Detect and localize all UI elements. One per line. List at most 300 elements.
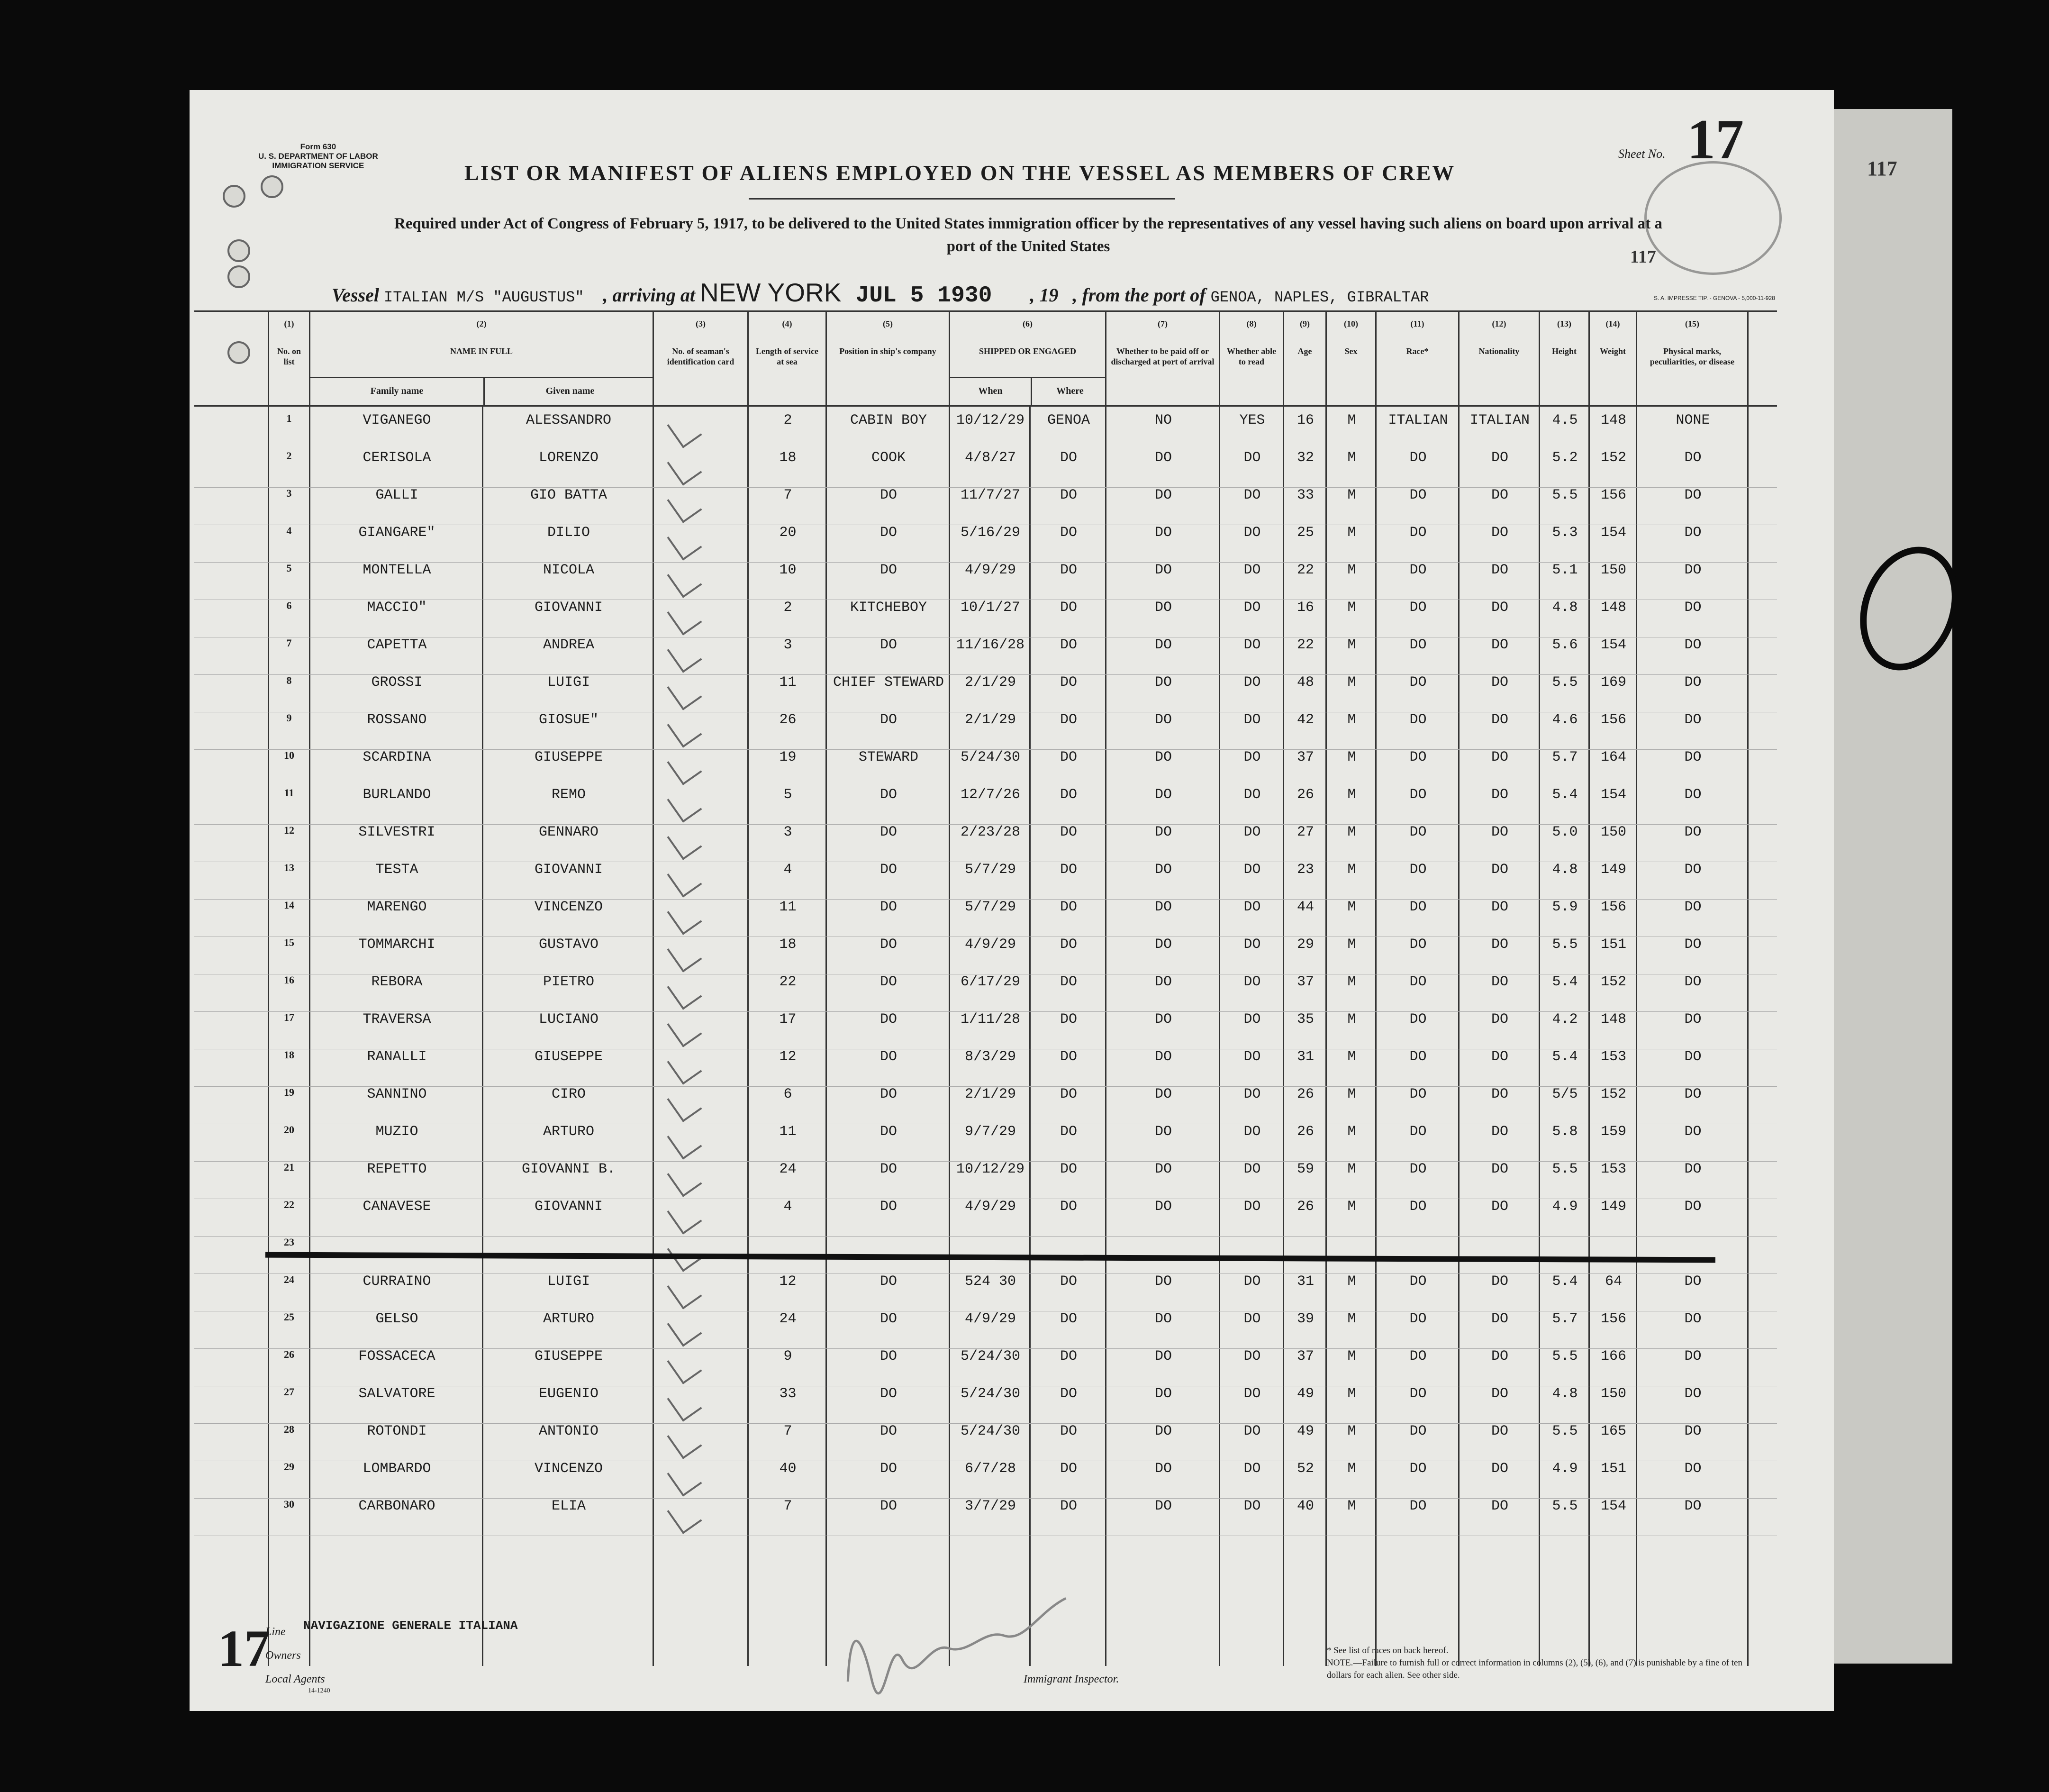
cell-no: 5 — [286, 562, 292, 574]
cell-nationality: DO — [1491, 1011, 1508, 1028]
vessel-name: ITALIAN M/S "AUGUSTUS" — [384, 289, 584, 306]
cell-race: DO — [1409, 937, 1427, 953]
cell-nationality: DO — [1491, 1086, 1508, 1102]
table-row — [194, 1274, 1777, 1311]
cell-weight: 169 — [1600, 674, 1626, 691]
cell-sex: M — [1347, 824, 1356, 840]
cell-when: 2/23/28 — [960, 824, 1021, 840]
subtitle-line-1: Required under Act of Congress of February 5, 1917, to be delivered to the United States immigration officer by the representatives of any vessel having such aliens on board upon arrival at a — [394, 215, 1662, 232]
cell-height: 5.3 — [1552, 525, 1578, 541]
cell-weight: 154 — [1600, 637, 1626, 653]
local-agents-label: Local Agents — [265, 1673, 325, 1685]
punch-hole — [223, 185, 245, 208]
cell-marks: DO — [1684, 712, 1702, 728]
punch-hole — [227, 239, 250, 262]
cell-race: DO — [1409, 1498, 1427, 1514]
cell-nationality: DO — [1491, 487, 1508, 503]
table-row — [194, 1049, 1777, 1087]
cell-race: DO — [1409, 862, 1427, 878]
cell-marks: DO — [1684, 1199, 1702, 1215]
cell-height: 4.9 — [1552, 1199, 1578, 1215]
vessel-line — [332, 277, 1429, 309]
cell-where: DO — [1060, 937, 1077, 953]
cell-service: 4 — [783, 1199, 792, 1215]
cell-paid: DO — [1154, 712, 1172, 728]
table-row — [194, 1011, 1777, 1049]
cell-age — [1284, 1236, 1327, 1274]
cell-service: 12 — [779, 1274, 797, 1290]
cell-no: 26 — [284, 1348, 294, 1360]
cell-family: CERISOLA — [363, 450, 431, 466]
cell-when: 2/1/29 — [964, 712, 1016, 728]
table-row — [194, 749, 1777, 787]
check-mark-icon — [667, 674, 702, 710]
cell-height: 5.4 — [1552, 1049, 1578, 1065]
cell-sex: M — [1347, 1124, 1356, 1140]
cell-race: DO — [1409, 487, 1427, 503]
cell-read: DO — [1243, 637, 1261, 653]
cell-position: DO — [879, 1049, 897, 1065]
cell-read: DO — [1243, 1348, 1261, 1364]
cell-when: 2/1/29 — [964, 674, 1016, 691]
check-mark-icon — [667, 599, 702, 635]
cell-sex: M — [1347, 1161, 1356, 1177]
cell-family: FOSSACECA — [358, 1348, 435, 1364]
cell-family: SALVATORE — [358, 1386, 435, 1402]
cell-read: YES — [1239, 412, 1265, 428]
cell-no: 13 — [284, 862, 294, 873]
cell-nationality: DO — [1491, 712, 1508, 728]
cell-paid: DO — [1154, 1274, 1172, 1290]
table-row — [194, 487, 1777, 525]
cell-height: 5.7 — [1552, 1311, 1578, 1327]
cell-service: 20 — [779, 525, 797, 541]
cell-given: LUCIANO — [538, 1011, 599, 1028]
cell-height: 5.1 — [1552, 562, 1578, 578]
cell-given: GIOVANNI — [534, 1199, 603, 1215]
cell-when: 1/11/28 — [960, 1011, 1021, 1028]
cell-read: DO — [1243, 1461, 1261, 1477]
cell-position: DO — [879, 787, 897, 803]
cell-sex: M — [1347, 1461, 1356, 1477]
page-subtitle — [251, 212, 1805, 258]
table-row — [194, 974, 1777, 1012]
cell-read: DO — [1243, 937, 1261, 953]
cell-where: DO — [1060, 1199, 1077, 1215]
cell-nationality: DO — [1491, 637, 1508, 653]
cell-height: 5/5 — [1552, 1086, 1578, 1102]
cell-when: 10/12/29 — [956, 412, 1025, 428]
cell-marks: DO — [1684, 487, 1702, 503]
check-mark-icon — [667, 524, 702, 560]
cell-sex: M — [1347, 1049, 1356, 1065]
cell-no: 27 — [284, 1386, 294, 1398]
check-mark-icon — [667, 637, 702, 673]
cell-service: 5 — [783, 787, 792, 803]
cell-paid: DO — [1154, 637, 1172, 653]
cell-when: 11/16/28 — [956, 637, 1025, 653]
cell-when: 5/16/29 — [960, 525, 1021, 541]
cell-age: 32 — [1296, 450, 1314, 466]
cell-no: 12 — [284, 824, 294, 836]
check-mark-icon — [667, 562, 702, 598]
check-mark-icon — [667, 973, 702, 1010]
cell-when: 5/24/30 — [960, 1386, 1021, 1402]
cell-given: ELIA — [551, 1498, 586, 1514]
cell-age: 52 — [1296, 1461, 1314, 1477]
cell-height: 5.9 — [1552, 899, 1578, 915]
cell-read: DO — [1243, 1311, 1261, 1327]
cell-no: 28 — [284, 1423, 294, 1435]
cell-age: 33 — [1296, 487, 1314, 503]
arriving-label: , arriving at — [603, 284, 695, 306]
cell-height: 5.5 — [1552, 1161, 1578, 1177]
cell-race: DO — [1409, 1049, 1427, 1065]
cell-paid: DO — [1154, 1348, 1172, 1364]
cell-age: 49 — [1296, 1386, 1314, 1402]
cell-no: 10 — [284, 749, 294, 761]
cell-age: 16 — [1296, 600, 1314, 616]
cell-no: 3 — [286, 487, 292, 499]
cell-sex: M — [1347, 525, 1356, 541]
check-mark-icon — [667, 1123, 702, 1159]
cell-service: 17 — [779, 1011, 797, 1028]
cell-position: CHIEF STEWARD — [833, 674, 944, 691]
cell-age: 22 — [1296, 637, 1314, 653]
cell-family: GELSO — [375, 1311, 418, 1327]
cell-read: DO — [1243, 1124, 1261, 1140]
cell-nationality: DO — [1491, 749, 1508, 765]
cell-when: 10/12/29 — [956, 1161, 1025, 1177]
check-mark-icon — [667, 1086, 702, 1122]
check-mark-icon — [667, 1423, 702, 1459]
cell-sex: M — [1347, 1498, 1356, 1514]
cell-service: 11 — [779, 1124, 797, 1140]
cell-service: 7 — [783, 1498, 792, 1514]
cell-no: 15 — [284, 937, 294, 948]
check-mark-icon — [667, 487, 702, 523]
cell-sex: M — [1347, 1086, 1356, 1102]
cell-family: ROSSANO — [367, 712, 427, 728]
cell-race: DO — [1409, 1161, 1427, 1177]
cell-read: DO — [1243, 1049, 1261, 1065]
cell-sex: M — [1347, 749, 1356, 765]
cell-weight: 151 — [1600, 937, 1626, 953]
cell-read: DO — [1243, 600, 1261, 616]
cell-when: 4/9/29 — [964, 937, 1016, 953]
cell-family: REPETTO — [367, 1161, 427, 1177]
cell-read: DO — [1243, 1386, 1261, 1402]
cell-service: 7 — [783, 487, 792, 503]
cell-weight: 154 — [1600, 1498, 1626, 1514]
cell-nationality: DO — [1491, 787, 1508, 803]
cell-position: DO — [879, 1274, 897, 1290]
cell-family: MARENGO — [367, 899, 427, 915]
cell-given: GUSTAVO — [538, 937, 599, 953]
cell-service: 24 — [779, 1311, 797, 1327]
cell-when: 12/7/26 — [960, 787, 1021, 803]
cell-paid: DO — [1154, 1049, 1172, 1065]
cell-nationality: DO — [1491, 562, 1508, 578]
check-mark-icon — [667, 1385, 702, 1421]
cell-race: DO — [1409, 525, 1427, 541]
cell-sex: M — [1347, 562, 1356, 578]
cell-race: DO — [1409, 899, 1427, 915]
table-row — [194, 1461, 1777, 1499]
cell-weight: 152 — [1600, 974, 1626, 990]
cell-age: 23 — [1296, 862, 1314, 878]
cell-race: DO — [1409, 749, 1427, 765]
cell-when: 5/24/30 — [960, 1423, 1021, 1439]
cell-no: 7 — [286, 637, 292, 649]
cell-position: DO — [879, 1423, 897, 1439]
table-row — [194, 862, 1777, 900]
cell-race: DO — [1409, 637, 1427, 653]
table-row — [194, 1386, 1777, 1424]
cell-no: 8 — [286, 674, 292, 686]
cell-weight: 159 — [1600, 1124, 1626, 1140]
cell-marks: DO — [1684, 1461, 1702, 1477]
cell-family: VIGANEGO — [363, 412, 431, 428]
cell-read: DO — [1243, 749, 1261, 765]
departure-ports: GENOA, NAPLES, GIBRALTAR — [1210, 289, 1429, 306]
cell-service: 9 — [783, 1348, 792, 1364]
table-row — [194, 1086, 1777, 1124]
cell-race: DO — [1409, 1199, 1427, 1215]
cell-read: DO — [1243, 1498, 1261, 1514]
cell-height — [1540, 1236, 1590, 1274]
cell-weight: 156 — [1600, 712, 1626, 728]
punch-hole — [261, 175, 283, 198]
cell-weight: 154 — [1600, 525, 1626, 541]
cell-given: GIOVANNI B. — [521, 1161, 616, 1177]
cell-age: 35 — [1296, 1011, 1314, 1028]
cell-read: DO — [1243, 562, 1261, 578]
col-1-header: (1) No. on list — [268, 310, 310, 405]
cell-age: 16 — [1296, 412, 1314, 428]
cell-given: EUGENIO — [538, 1386, 599, 1402]
cell-where: DO — [1060, 712, 1077, 728]
cell-paid: DO — [1154, 1086, 1172, 1102]
col-8-header: (8) Whether able to read — [1220, 310, 1284, 405]
cell-position: KITCHEBOY — [850, 600, 927, 616]
cell-given: ANDREA — [543, 637, 595, 653]
cell-service: 26 — [779, 712, 797, 728]
cell-read: DO — [1243, 824, 1261, 840]
check-mark-icon — [667, 1161, 702, 1197]
cell-position: DO — [879, 712, 897, 728]
footnote — [1327, 1645, 1753, 1682]
cell-race: DO — [1409, 562, 1427, 578]
cell-when: 4/9/29 — [964, 1311, 1016, 1327]
cell-position: DO — [879, 525, 897, 541]
cell-family: SILVESTRI — [358, 824, 435, 840]
cell-sex: M — [1347, 637, 1356, 653]
cell-position: DO — [879, 1011, 897, 1028]
vessel-label: Vessel — [332, 284, 379, 306]
check-mark-icon — [667, 1310, 702, 1346]
cell-service: 10 — [779, 562, 797, 578]
cell-position: DO — [879, 1199, 897, 1215]
cell-no: 9 — [286, 712, 292, 724]
cell-age: 42 — [1296, 712, 1314, 728]
cell-marks: DO — [1684, 600, 1702, 616]
cell-position: DO — [879, 1086, 897, 1102]
cell-paid: DO — [1154, 1423, 1172, 1439]
col-2-header: (2) NAME IN FULL Family name Given name — [310, 310, 654, 405]
cell-position: DO — [879, 562, 897, 578]
cell-nationality: DO — [1491, 1199, 1508, 1215]
cell-service: 40 — [779, 1461, 797, 1477]
cell-sex: M — [1347, 712, 1356, 728]
cell-read: DO — [1243, 1274, 1261, 1290]
cell-read: DO — [1243, 1423, 1261, 1439]
cell-race: DO — [1409, 1423, 1427, 1439]
check-mark-icon — [667, 936, 702, 972]
cell-service: 18 — [779, 937, 797, 953]
cell-family: TOMMARCHI — [358, 937, 435, 953]
cell-given: ARTURO — [543, 1124, 595, 1140]
cell-marks: DO — [1684, 637, 1702, 653]
cell-age: 27 — [1296, 824, 1314, 840]
table-row — [194, 937, 1777, 974]
cell-family: GROSSI — [371, 674, 423, 691]
subtitle-line-2: port of the United States — [946, 238, 1110, 255]
cell-position: COOK — [871, 450, 906, 466]
cell-paid: DO — [1154, 1161, 1172, 1177]
cell-service: 11 — [779, 674, 797, 691]
table-row — [194, 712, 1777, 750]
cell-height: 4.9 — [1552, 1461, 1578, 1477]
cell-read: DO — [1243, 899, 1261, 915]
col-5-header: (5) Position in ship's company — [827, 310, 950, 405]
cell-read: DO — [1243, 1011, 1261, 1028]
cell-when: 9/7/29 — [964, 1124, 1016, 1140]
cell-paid: DO — [1154, 1386, 1172, 1402]
table-row — [194, 824, 1777, 862]
cell-race: DO — [1409, 1124, 1427, 1140]
sheet-number: 17 — [1687, 108, 1744, 171]
cell-service: 22 — [779, 974, 797, 990]
cell-where: DO — [1060, 862, 1077, 878]
cell-given: GIOVANNI — [534, 600, 603, 616]
cell-sex: M — [1347, 487, 1356, 503]
cell-race: DO — [1409, 1086, 1427, 1102]
cell-family: BURLANDO — [363, 787, 431, 803]
cell-weight: 150 — [1600, 824, 1626, 840]
cell-paid: DO — [1154, 787, 1172, 803]
cell-read — [1220, 1236, 1284, 1274]
cell-height: 5.4 — [1552, 974, 1578, 990]
cell-where: DO — [1060, 637, 1077, 653]
cell-service: 33 — [779, 1386, 797, 1402]
cell-family: LOMBARDO — [363, 1461, 431, 1477]
cell-weight: 151 — [1600, 1461, 1626, 1477]
cell-position: CABIN BOY — [850, 412, 927, 428]
stamp-number: 117 — [1630, 247, 1656, 267]
cell-paid: DO — [1154, 487, 1172, 503]
cell-service: 7 — [783, 1423, 792, 1439]
cell-read: DO — [1243, 525, 1261, 541]
cell-paid: DO — [1154, 824, 1172, 840]
cell-marks: DO — [1684, 1161, 1702, 1177]
cell-no: 11 — [284, 787, 294, 799]
cell-height: 4.8 — [1552, 600, 1578, 616]
cell-nationality: DO — [1491, 1161, 1508, 1177]
cell-position: DO — [879, 1498, 897, 1514]
cell-height: 5.5 — [1552, 1348, 1578, 1364]
cell-given: VINCENZO — [534, 1461, 603, 1477]
check-mark-icon — [667, 1011, 702, 1047]
cell-age: 39 — [1296, 1311, 1314, 1327]
cell-weight — [1590, 1236, 1637, 1274]
cell-weight: 156 — [1600, 1311, 1626, 1327]
cell-race: DO — [1409, 974, 1427, 990]
cell-when: 11/7/27 — [960, 487, 1021, 503]
cell-sex: M — [1347, 1011, 1356, 1028]
department-block — [258, 142, 378, 171]
cell-position: DO — [879, 487, 897, 503]
form-code: 14-1240 — [308, 1687, 330, 1694]
cell-no: 4 — [286, 525, 292, 537]
cell-marks: DO — [1684, 450, 1702, 466]
cell-marks: DO — [1684, 1049, 1702, 1065]
cell-service: 19 — [779, 749, 797, 765]
cell-age: 26 — [1296, 787, 1314, 803]
check-mark-icon — [667, 711, 702, 747]
cell-race: DO — [1409, 1461, 1427, 1477]
cell-service: 4 — [783, 862, 792, 878]
cell-height: 5.4 — [1552, 1274, 1578, 1290]
cell-race: DO — [1409, 600, 1427, 616]
cell-family: CANAVESE — [363, 1199, 431, 1215]
cell-position: DO — [879, 899, 897, 915]
cell-paid: DO — [1154, 937, 1172, 953]
cell-family: ROTONDI — [367, 1423, 427, 1439]
cell-family: MONTELLA — [363, 562, 431, 578]
table-row — [194, 899, 1777, 937]
cell-race: DO — [1409, 787, 1427, 803]
cell-sex: M — [1347, 600, 1356, 616]
cell-height: 4.5 — [1552, 412, 1578, 428]
cell-weight: 165 — [1600, 1423, 1626, 1439]
cell-where: DO — [1060, 1011, 1077, 1028]
cell-family: CURRAINO — [363, 1274, 431, 1290]
cell-height: 5.5 — [1552, 674, 1578, 691]
cell-sex: M — [1347, 974, 1356, 990]
cell-age: 26 — [1296, 1124, 1314, 1140]
cell-height: 4.2 — [1552, 1011, 1578, 1028]
cell-sex — [1327, 1236, 1377, 1274]
cell-no: 22 — [284, 1199, 294, 1210]
cell-marks: DO — [1684, 1086, 1702, 1102]
cell-where: DO — [1060, 1124, 1077, 1140]
table-row — [194, 674, 1777, 712]
cell-sex: M — [1347, 412, 1356, 428]
col-4-header: (4) Length of service at sea — [749, 310, 827, 405]
cell-nationality: DO — [1491, 600, 1508, 616]
cell-age: 37 — [1296, 1348, 1314, 1364]
cell-position: DO — [879, 1124, 897, 1140]
cell-age: 40 — [1296, 1498, 1314, 1514]
cell-race: DO — [1409, 674, 1427, 691]
cell-when: 524 30 — [964, 1274, 1016, 1290]
cell-position: DO — [879, 1311, 897, 1327]
arrival-date: JUL 5 1930 — [855, 283, 992, 309]
table-row — [194, 1498, 1777, 1536]
cell-given: ANTONIO — [538, 1423, 599, 1439]
table-row — [194, 1423, 1777, 1461]
